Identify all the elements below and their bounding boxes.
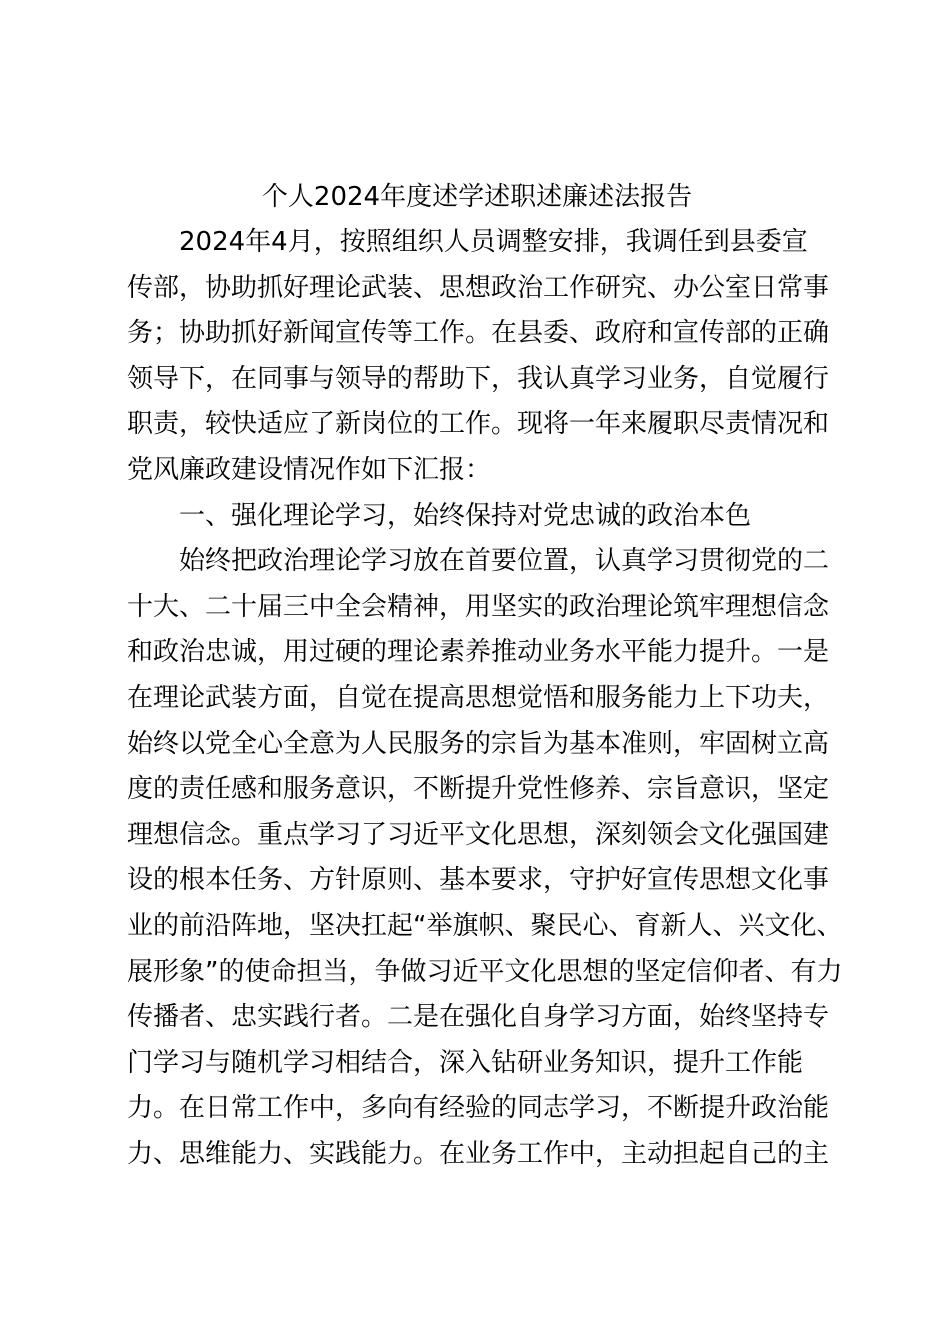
text-line: 务；协助抓好新闻宣传等工作。在县委、政府和宣传部的正确: [127, 318, 830, 349]
body-text: [127, 220, 843, 1177]
text-line: 展形象”的使命担当，争做习近平文化思想的坚定信仰者、有力: [127, 956, 843, 987]
text-line: 门学习与随机学习相结合，深入钻研业务知识，提升工作能: [127, 1047, 804, 1078]
text-line: 党风廉政建设情况作如下汇报：: [127, 454, 492, 485]
text-line: 职责，较快适应了新岗位的工作。现将一年来履职尽责情况和: [127, 409, 830, 440]
text-line: 领导下，在同事与领导的帮助下，我认真学习业务，自觉履行: [127, 363, 830, 394]
text-line: 传播者、忠实践行者。二是在强化自身学习方面，始终坚持专: [127, 1002, 830, 1033]
text-line: 和政治忠诚，用过硬的理论素养推动业务水平能力提升。一是: [127, 637, 830, 668]
page-title: 个人2024年度述学述职述廉述法报告: [261, 182, 693, 212]
text-line: 力。在日常工作中，多向有经验的同志学习，不断提升政治能: [127, 1093, 830, 1124]
document-body: [127, 175, 843, 1177]
text-line: 传部，协助抓好理论武装、思想政治工作研究、办公室日常事: [127, 272, 830, 303]
text-line: 在理论武装方面，自觉在提高思想觉悟和服务能力上下功夫，: [127, 682, 830, 713]
text-line: 2024年4月，按照组织人员调整安排，我调任到县委宣: [179, 227, 808, 257]
text-line: 理想信念。重点学习了习近平文化思想，深刻领会文化强国建: [127, 819, 830, 850]
text-line: 十大、二十届三中全会精神，用坚实的政治理论筑牢理想信念: [127, 591, 830, 622]
text-line: 始终把政治理论学习放在首要位置，认真学习贯彻党的二: [179, 546, 830, 577]
text-line: 始终以党全心全意为人民服务的宗旨为基本准则，牢固树立高: [127, 728, 830, 759]
text-line: 设的根本任务、方针原则、基本要求，守护好宣传思想文化事: [127, 865, 830, 896]
text-line: 业的前沿阵地，坚决扛起“举旗帜、聚民心、育新人、兴文化、: [127, 910, 843, 941]
text-line: 力、思维能力、实践能力。在业务工作中，主动担起自己的主: [127, 1138, 830, 1169]
text-line: 一、强化理论学习，始终保持对党忠诚的政治本色: [179, 500, 752, 531]
text-line: 度的责任感和服务意识，不断提升党性修养、宗旨意识，坚定: [127, 774, 830, 805]
